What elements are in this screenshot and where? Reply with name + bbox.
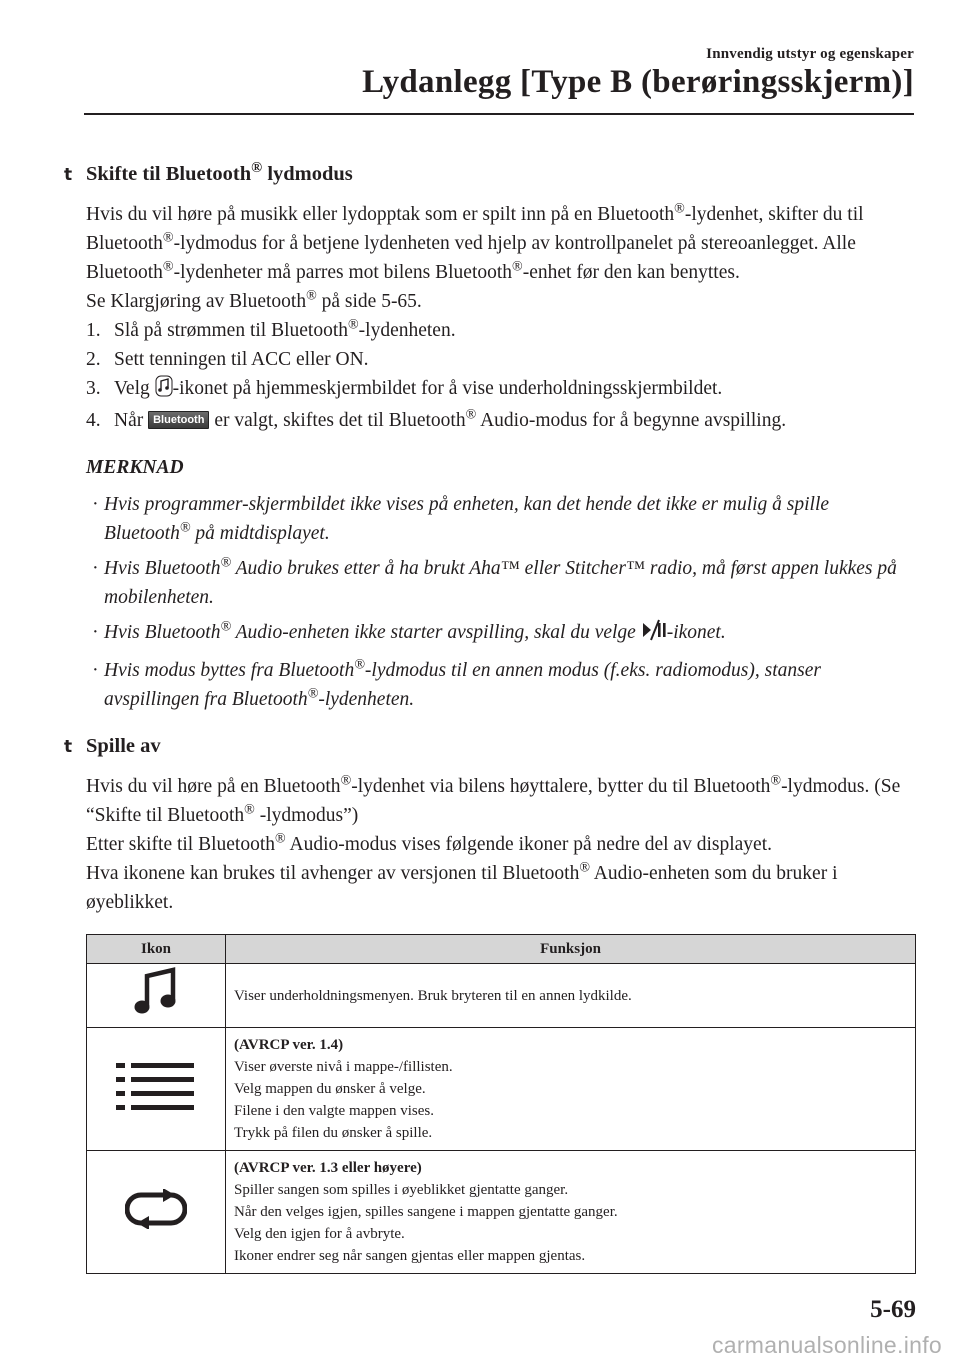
icon-cell [87, 1028, 226, 1151]
note-item: · Hvis modus byttes fra Bluetooth®-lydmodus til en annen modus (f.eks. radiomodus), stanser avspillingen fra Bluetooth®-lydenheten. [92, 656, 821, 710]
list-icon [116, 1061, 196, 1111]
repeat-icon [125, 1189, 187, 1229]
step-3: 3. Velg -ikonet på hjemmeskjermbildet for å vise underholdningsskjermbildet. [86, 374, 916, 406]
note-item: · Hvis Bluetooth® Audio brukes etter å ha brukt Aha™ eller Stitcher™ radio, må først appen lukkes på mobilenheten. [92, 554, 897, 608]
section-bullet-icon: t [64, 165, 73, 185]
playback-paragraph-2: Etter skifte til Bluetooth® Audio-modus vises følgende ikoner på nedre del av displayet. [86, 830, 772, 855]
table-row [87, 964, 916, 1028]
reference-paragraph: Se Klargjøring av Bluetooth® på side 5-65. [86, 287, 422, 312]
section-bullet-icon: t [64, 737, 73, 757]
table-row [87, 1028, 916, 1151]
step-2: 2. Sett tenningen til ACC eller ON. [86, 349, 369, 370]
section-heading-playback [64, 732, 916, 762]
play-pause-icon [641, 619, 667, 650]
icon-cell [87, 964, 226, 1028]
column-header-icon: Ikon [87, 935, 226, 964]
notes-list [86, 490, 916, 714]
step-1: 1. Slå på strømmen til Bluetooth®-lydenheten. [86, 316, 456, 341]
note-item: · Hvis programmer-skjermbildet ikke vises på enheten, kan det hende det ikke er mulig å spille Bluetooth® på midtdisplayet. [92, 494, 830, 544]
heading-text-end: lydmodus [262, 163, 353, 185]
table-header-row [87, 935, 916, 964]
header-rule [84, 113, 914, 115]
function-cell: (AVRCP ver. 1.3 eller høyere) Spiller sangen som spilles i øyeblikket gjentatte ganger. Når den velges igjen, spilles sangene i mappen gjentatte ganger. Velg den igjen for å avbryte. Ikoner endrer seg når sangen gjentas eller mappen gjentas. [226, 1151, 916, 1274]
heading-text: Spille av [86, 735, 161, 757]
heading-text: Skifte til Bluetooth [86, 163, 252, 185]
header-title: Lydanlegg [Type B (berøringsskjerm)] [362, 64, 914, 100]
playback-paragraph-3: Hva ikonene kan brukes til avhenger av versjonen til Bluetooth® Audio-enheten som du bruker i øyeblikket. [86, 859, 838, 913]
section-heading-bluetooth-mode [64, 160, 916, 190]
column-header-function: Funksjon [226, 935, 916, 964]
playback-paragraph-1: Hvis du vil høre på en Bluetooth®-lydenhet via bilens høyttalere, bytter du til Bluetooth®-lydmodus. (Se “Skifte til Bluetooth® -lydmodus”) [86, 772, 901, 826]
registered-mark: ® [251, 160, 263, 177]
intro-paragraph: Hvis du vil høre på musikk eller lydopptak som er spilt inn på en Bluetooth®-lydenhet, skifter du til Bluetooth®-lydmodus for å betjene lydenheten ved hjelp av kontrollpanelet på stereoanlegget. Alle Bluetooth®-lydenheter må parres mot bilens Bluetooth®-enhet før den kan benyttes. [86, 200, 864, 283]
icon-cell [87, 1151, 226, 1274]
function-cell: Viser underholdningsmenyen. Bruk bryteren til en annen lydkilde. [226, 964, 916, 1028]
main-content [64, 160, 916, 917]
watermark: carmanualsonline.info [711, 1332, 942, 1358]
note-title: MERKNAD [86, 457, 184, 478]
table-row [87, 1151, 916, 1274]
step-4: 4. Når Bluetooth er valgt, skiftes det til Bluetooth® Audio-modus for å begynne avspilling. [86, 406, 787, 431]
entertainment-note-icon [155, 375, 173, 406]
music-note-icon [133, 966, 179, 1018]
function-cell: (AVRCP ver. 1.4) Viser øverste nivå i mappe-/fillisten. Velg mappen du ønsker å velge. Filene i den valgte mappen vises. Trykk på filen du ønsker å spille. [226, 1028, 916, 1151]
page-number: 5-69 [870, 1296, 916, 1323]
icon-function-table [86, 934, 916, 1274]
bluetooth-button-badge: Bluetooth [148, 411, 209, 429]
header-subtitle: Innvendig utstyr og egenskaper [706, 46, 914, 62]
note-item: · Hvis Bluetooth® Audio-enheten ikke starter avspilling, skal du velge -ikonet. [86, 618, 916, 650]
